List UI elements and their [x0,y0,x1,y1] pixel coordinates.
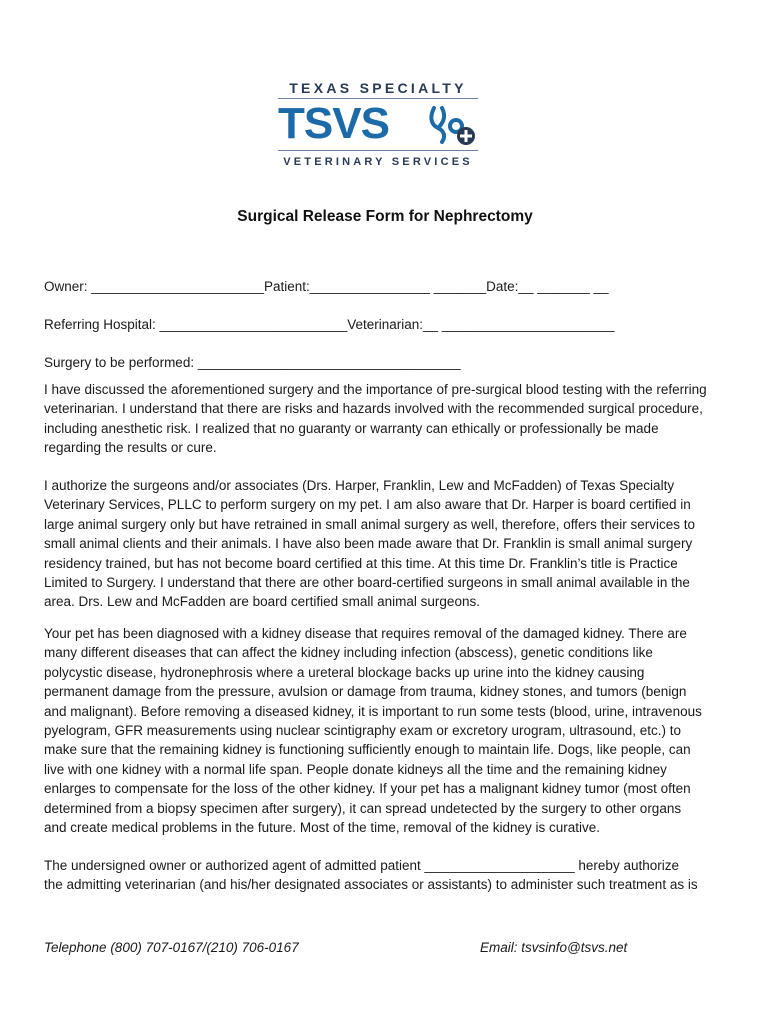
text-line: Limited to Surgery. I understand that there are other board-certified surgeons in small animal available in the [44,575,690,591]
text-line: and create medical problems in the future. Most of the time, removal of the kidney is curative. [44,820,601,836]
text-line: Your pet has been diagnosed with a kidney disease that requires removal of the damaged kidney. There are [44,626,687,641]
text-line: live with one kidney with a normal life span. People donate kidneys all the time and the remaining kidney [44,761,667,777]
surgery-line[interactable]: Surgery to be performed: ___________________________________ [44,355,461,370]
logo-bottom-text: VETERINARY SERVICES [283,156,473,168]
text-line: The undersigned owner or authorized agent of admitted patient ____________________ hereby authorize [44,858,679,873]
logo-bottom-rule [278,150,478,151]
page-title: Surgical Release Form for Nephrectomy [237,208,533,225]
text-line: regarding the results or cure. [44,440,217,456]
text-line: polycystic disease, hydronephrosis where a ureteral blockage backs up urine into the kidney causing [44,664,645,680]
text-line: small animal clients and their animals. I have also been made aware that Dr. Franklin is small animal surgery [44,536,693,552]
text-line: veterinarian. I understand that there are risks and hazards involved with the recommended surgical procedure, [44,401,703,417]
footer-email[interactable]: Email: tsvsinfo@tsvs.net [480,940,628,955]
logo-main-text: TSVS [278,99,389,148]
text-line: many different diseases that can affect the kidney including infection (abscess), genetic conditions like [44,645,653,661]
text-line: make sure that the remaining kidney is functioning sufficiently enough to maintain life. Dogs, like people, can [44,742,691,758]
stethoscope-plus-icon [428,102,476,146]
paragraph-consent [44,856,734,895]
paragraph-authorization [44,476,734,612]
owner-patient-date-line[interactable]: Owner: _______________________Patient:________________ _______Date:__ _______ __ [44,279,609,294]
text-line: I have discussed the aforementioned surgery and the importance of pre-surgical blood testing with the referring [44,382,707,397]
text-line: and malignant). Before removing a diseased kidney, it is important to run some tests (blood, urine, intravenous [44,703,702,719]
footer-telephone: Telephone (800) 707-0167/(210) 706-0167 [44,940,299,955]
paragraph-risks [44,380,734,458]
logo-top-text: TEXAS SPECIALTY [289,80,467,96]
text-line: pyelogram, GFR measurements using nuclear scintigraphy exam or excretory urogram, ultrasound, etc.) to [44,723,682,739]
tsvs-logo [278,80,478,172]
text-line: large animal surgery only but have retrained in small animal surgery as well, therefore, offers their services to [44,516,696,532]
text-line: I authorize the surgeons and/or associates (Drs. Harper, Franklin, Lew and McFadden) of Texas Specialty [44,478,675,493]
text-line: area. Drs. Lew and McFadden are board certified small animal surgeons. [44,594,480,610]
paragraph-diagnosis [44,624,734,837]
text-line: enlarges to compensate for the loss of the other kidney. If your pet has a malignant kidney tumor (most often [44,781,691,797]
hospital-veterinarian-line[interactable]: Referring Hospital: _________________________Veterinarian:__ _______________________ [44,317,615,332]
text-line: the admitting veterinarian (and his/her designated associates or assistants) to administer such treatment as is [44,877,698,893]
text-line: permanent damage from the pressure, avulsion or damage from trauma, kidney stones, and tumors (benign [44,684,687,700]
text-line: determined from a biopsy specimen after surgery), it can spread undetected by the surgery to other organs [44,800,682,816]
text-line: Veterinary Services, PLLC to perform surgery on my pet. I am also aware that Dr. Harper is board certified in [44,497,691,513]
text-line: residency trained, but has not become board certified at this time. At this time Dr. Franklin’s title is Practice [44,555,678,571]
text-line: including anesthetic risk. I realized that no guaranty or warranty can ethically or professionally be made [44,420,659,436]
